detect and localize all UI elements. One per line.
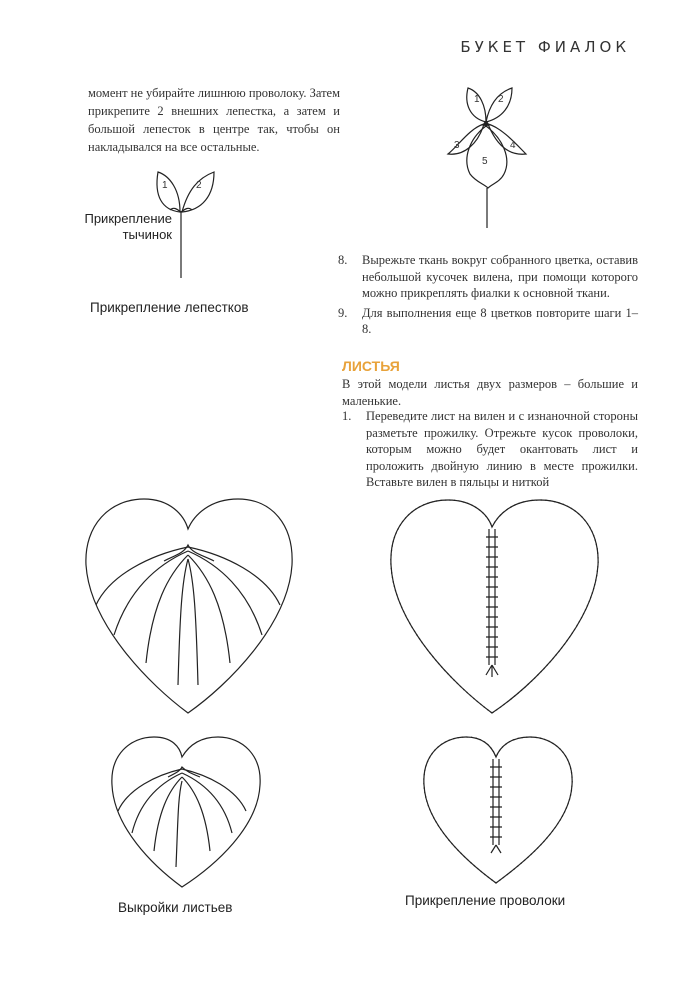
small-leaf-pattern [108,733,268,893]
leaves-heading: ЛИСТЬЯ [342,358,400,374]
step-item [338,305,638,338]
page-header-title: БУКЕТ ФИАЛОК [460,38,630,56]
flower-number-1: 1 [474,94,480,105]
wire-attachment-caption: Прикрепление проволоки [405,893,566,908]
step-text: Вырежьте ткань вокруг собранного цветка, оставив небольшой кусочек вилена, при помощи которого можно прикреплять фиалки к основной ткани. [362,253,638,300]
large-leaf-pattern [80,495,300,720]
leaves-step-1 [342,408,638,491]
leaves-step-text: Переведите лист на вилен и с изнаночной стороны разметьте прожилку. Отрежьте кусок проволоки, которым можно будет окантовать лист и проложить двойную линию в месте прожилки. Вставьте вилен в пяльцы и ниткой [366,409,638,489]
step-number: 9. [338,305,348,320]
leaves-step-number: 1. [342,409,352,423]
flower-number-5: 5 [482,156,488,167]
small-wired-leaf [420,733,576,889]
flower-number-2: 2 [498,94,504,105]
petal-number-1: 1 [162,180,168,191]
petals-caption: Прикрепление лепестков [90,300,249,315]
left-paragraph: момент не убирайте лишнюю проволоку. Затем прикрепите 2 внешних лепестка, а затем и большой лепесток в центре так, чтобы он накладывался на все остальные. [88,86,340,154]
step-text: Для выполнения еще 8 цветков повторите шаги 1–8. [362,305,638,336]
petal-number-2: 2 [196,180,202,191]
flower-number-3: 3 [454,140,460,151]
large-wired-leaf [388,497,602,719]
steps-list [338,252,638,341]
stamen-label: Прикрепление тычинок [84,211,172,242]
leaves-intro: В этой модели листья двух размеров – большие и маленькие. [342,377,638,408]
step-item [338,252,638,302]
violet-flower-figure [440,78,540,238]
flower-number-4: 4 [510,140,516,151]
leaf-patterns-caption: Выкройки листьев [118,900,233,915]
step-number: 8. [338,253,348,267]
